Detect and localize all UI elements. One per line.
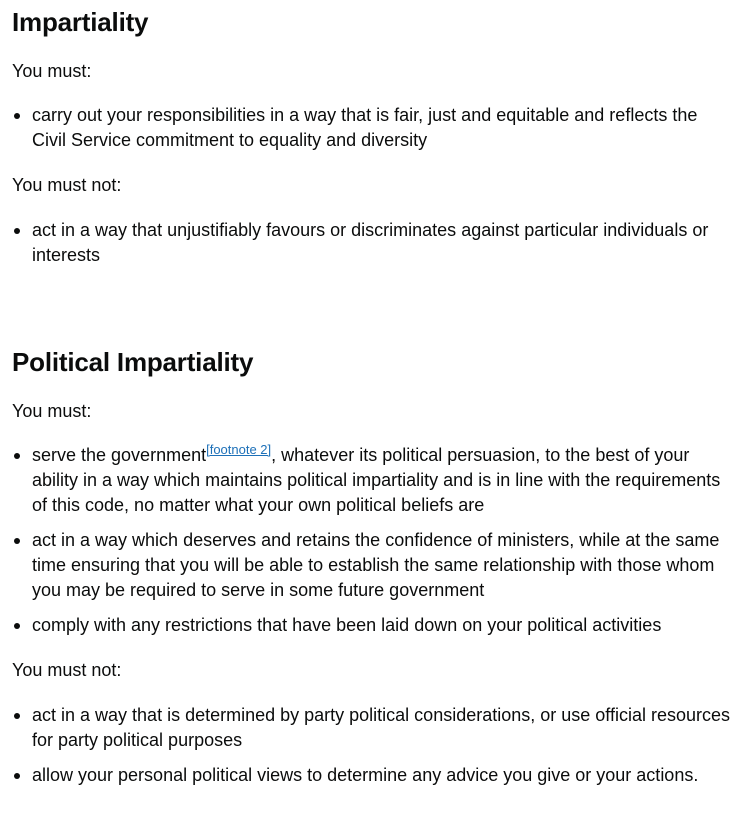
list-item: allow your personal political views to determine any advice you give or your actions. [12,763,732,788]
must-label: You must: [12,61,92,81]
item-text: , whatever its political persuasion, to the best of your ability in a way which maintains political impartiality and is in line with the requirements of this code, no matter what your own political beliefs are [32,445,721,515]
list-item: carry out your responsibilities in a way that is fair, just and equitable and reflects the Civil Service commitment to equality and diversity [12,103,732,153]
list-item: act in a way which deserves and retains the confidence of ministers, while at the same time ensuring that you will be able to establish the same relationship with those whom you may be required to serve in some future government [12,528,732,603]
section-heading-impartiality: Impartiality [12,7,149,37]
item-text: serve the government [32,445,207,465]
section-heading-political-impartiality: Political Impartiality [12,347,254,377]
must-not-label: You must not: [12,660,122,680]
list-item [12,443,732,518]
must-not-list [12,703,732,798]
must-list [12,103,732,163]
list-item: act in a way that is determined by party political considerations, or use official resources for party political purposes [12,703,732,753]
must-not-label: You must not: [12,175,122,195]
must-not-list [12,218,732,278]
list-item: comply with any restrictions that have been laid down on your political activities [12,613,732,638]
footnote-2-link[interactable]: [footnote 2] [206,442,272,457]
must-list [12,443,732,648]
list-item: act in a way that unjustifiably favours or discriminates against particular individuals or interests [12,218,732,268]
must-label: You must: [12,401,92,421]
